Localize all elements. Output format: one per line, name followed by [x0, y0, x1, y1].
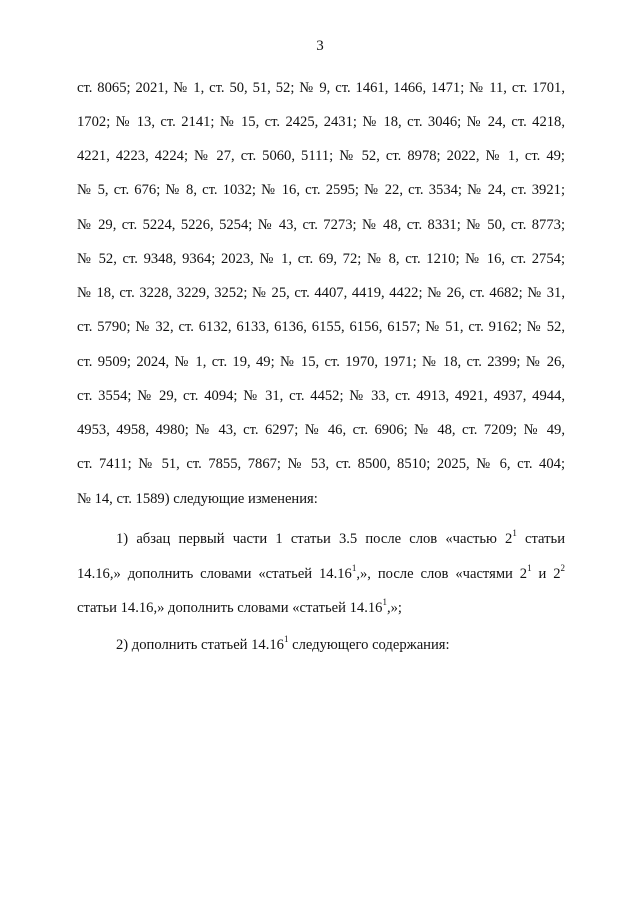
- paragraph-line: № 18, ст. 3228, 3229, 3252; № 25, ст. 4407, 4419, 4422; № 26, ст. 4682; № 31,: [77, 285, 565, 301]
- superscript: 1: [382, 597, 387, 608]
- paragraph-line: ст. 9509; 2024, № 1, ст. 19, 49; № 15, ст. 1970, 1971; № 18, ст. 2399; № 26,: [77, 354, 565, 370]
- superscript: 1: [512, 528, 517, 539]
- paragraph-line: ст. 5790; № 32, ст. 6132, 6133, 6136, 6155, 6156, 6157; № 51, ст. 9162; № 52,: [77, 319, 565, 335]
- paragraph-line: ст. 7411; № 51, ст. 7855, 7867; № 53, ст. 8500, 8510; 2025, № 6, ст. 404;: [77, 456, 565, 472]
- paragraph-line: № 29, ст. 5224, 5226, 5254; № 43, ст. 7273; № 48, ст. 8331; № 50, ст. 8773;: [77, 217, 565, 233]
- item1-text: ,», после слов «частями 2: [356, 566, 528, 582]
- item2-text: 2) дополнить статьей 14.16: [116, 637, 284, 653]
- superscript: 1: [351, 563, 357, 574]
- paragraph-line: № 52, ст. 9348, 9364; 2023, № 1, ст. 69, 72; № 8, ст. 1210; № 16, ст. 2754;: [77, 251, 565, 267]
- paragraph-line: ст. 3554; № 29, ст. 4094; № 31, ст. 4452; № 33, ст. 4913, 4921, 4937, 4944,: [77, 388, 565, 404]
- paragraph-line: ст. 8065; 2021, № 1, ст. 50, 51, 52; № 9, ст. 1461, 1466, 1471; № 11, ст. 1701,: [77, 80, 565, 96]
- paragraph-line: 1702; № 13, ст. 2141; № 15, ст. 2425, 2431; № 18, ст. 3046; № 24, ст. 4218,: [77, 114, 565, 130]
- item1-line3: [77, 599, 565, 617]
- paragraph-line: № 14, ст. 1589) следующие изменения:: [77, 491, 318, 507]
- superscript: 2: [560, 563, 566, 574]
- page-number: 3: [316, 38, 324, 54]
- item1-text: статьи 14.16,» дополнить словами «статьей 14.16: [77, 600, 383, 616]
- paragraph-line: 4953, 4958, 4980; № 43, ст. 6297; № 46, ст. 6906; № 48, ст. 7209; № 49,: [77, 422, 565, 438]
- item1-line2: [77, 565, 565, 583]
- item1-text: и 2: [531, 566, 561, 582]
- superscript: 1: [527, 563, 532, 574]
- paragraph-line: № 5, ст. 676; № 8, ст. 1032; № 16, ст. 2595; № 22, ст. 3534; № 24, ст. 3921;: [77, 182, 565, 198]
- item1-text: ,»;: [386, 600, 402, 616]
- superscript: 1: [283, 634, 289, 645]
- item1-text: 1) абзац первый части 1 статьи 3.5 после слов «частью 2: [116, 531, 513, 547]
- item1-text: статьи: [516, 531, 566, 547]
- paragraph-line: 4221, 4223, 4224; № 27, ст. 5060, 5111; № 52, ст. 8978; 2022, № 1, ст. 49;: [77, 148, 565, 164]
- item1-line1: [116, 530, 565, 548]
- item1-text: 14.16,» дополнить словами «статьей 14.16: [77, 566, 352, 582]
- item2-text: следующего содержания:: [288, 637, 450, 653]
- item2-line: [116, 636, 565, 654]
